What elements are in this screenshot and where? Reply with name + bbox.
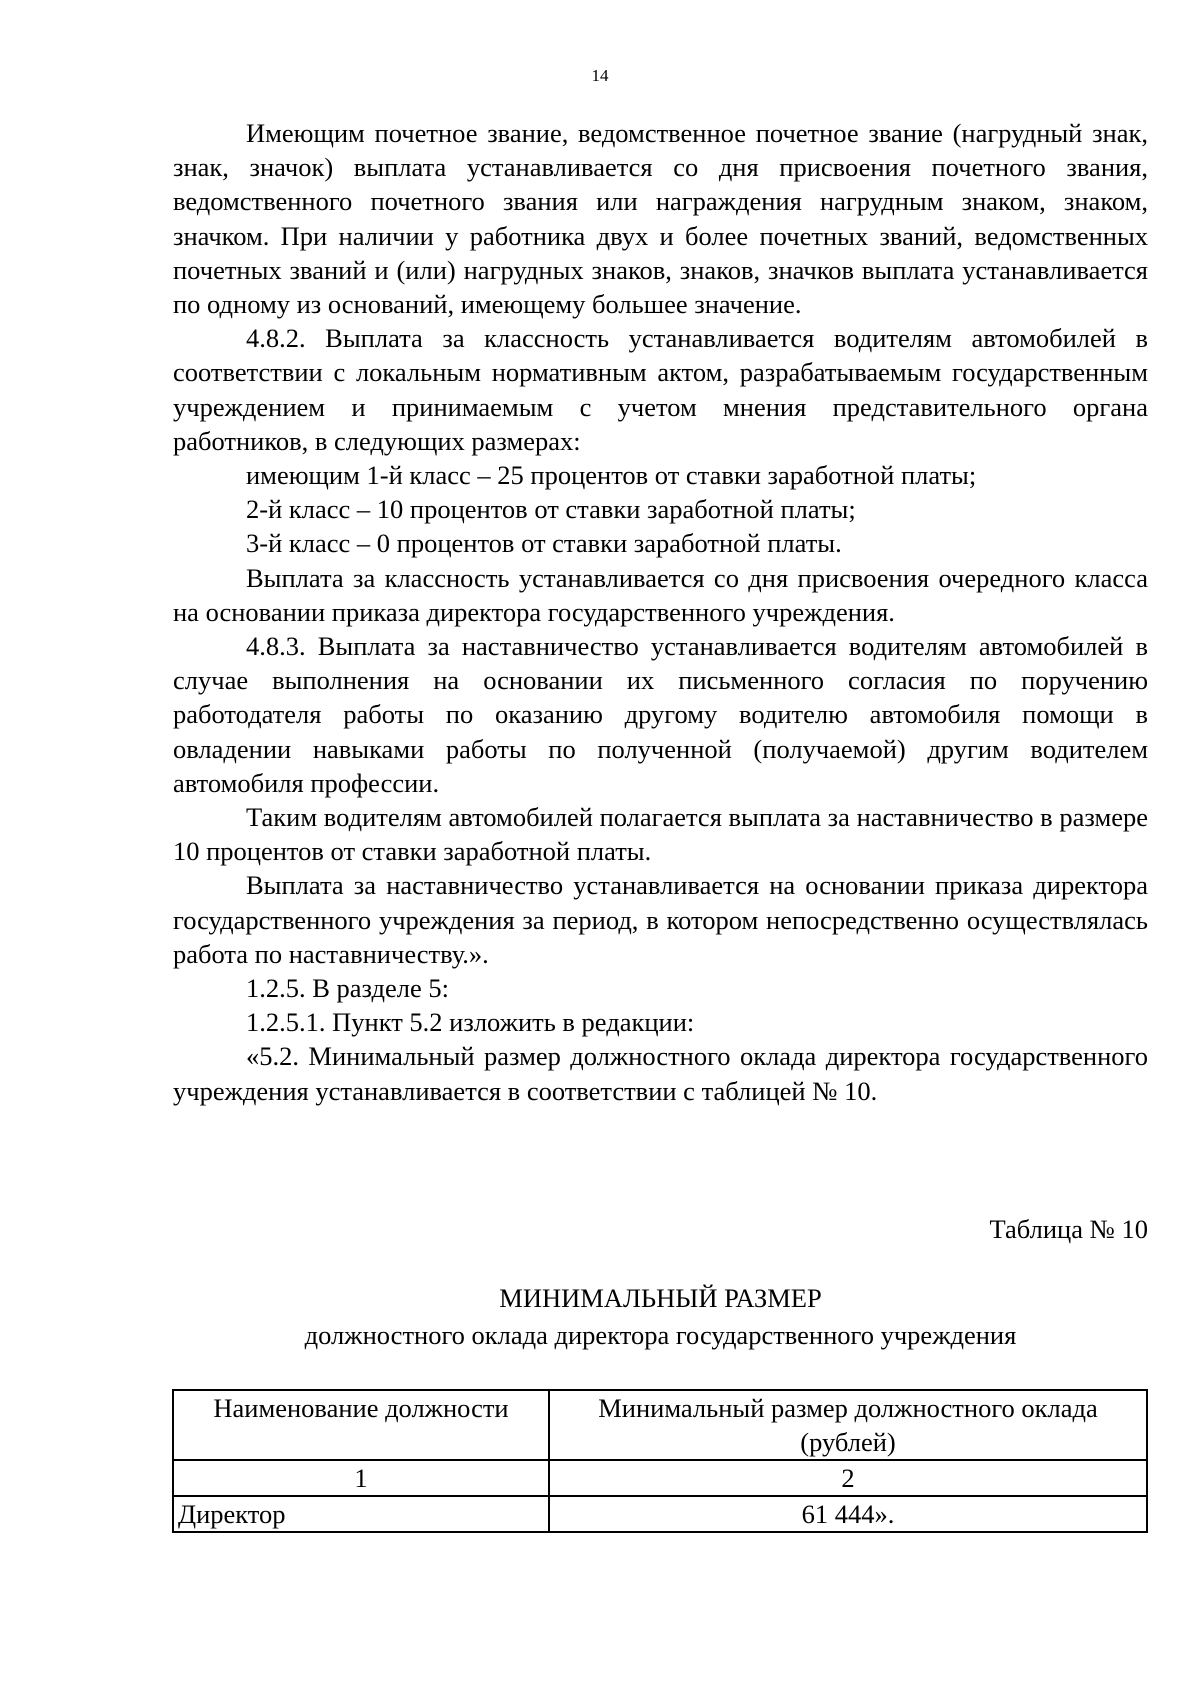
table-header-cell: Минимальный размер должностного оклада (рублей) <box>549 1390 1147 1460</box>
page-number: 14 <box>591 66 609 85</box>
paragraph: 1.2.5. В разделе 5: <box>246 973 450 1004</box>
paragraph: 3-й класс – 0 процентов от ставки заработной платы. <box>246 528 842 559</box>
table-title-line2: должностного оклада директора государственного учреждения <box>304 1320 1017 1350</box>
paragraph: Выплата за классность устанавливается со дня присвоения очередного класса на основании приказа директора государственного учреждения. <box>173 562 1148 627</box>
table-label: Таблица № 10 <box>989 1214 1148 1244</box>
table-title <box>173 1280 1148 1354</box>
document-body <box>173 116 1148 1108</box>
paragraph: 4.8.2. Выплата за классность устанавливается водителям автомобилей в соответствии с локальным нормативным актом, разрабатываемым государственным учреждением и принимаемым с учетом мнения представительного органа работников, в следующих размерах: <box>173 323 1148 456</box>
table-number-cell: 2 <box>549 1460 1147 1496</box>
paragraph: Выплата за наставничество устанавливается на основании приказа директора государственного учреждения за период, в котором непосредственно осуществлялась работа по наставничеству.». <box>173 870 1148 969</box>
table-cell-position: Директор <box>173 1496 549 1532</box>
table-header-row <box>173 1390 1147 1460</box>
paragraph: 1.2.5.1. Пункт 5.2 изложить в редакции: <box>246 1007 695 1038</box>
table-row <box>173 1496 1147 1532</box>
paragraph: 2-й класс – 10 процентов от ставки заработной платы; <box>246 494 856 525</box>
table-number-cell: 1 <box>173 1460 549 1496</box>
salary-table <box>172 1389 1148 1533</box>
table-title-line1: МИНИМАЛЬНЫЙ РАЗМЕР <box>499 1283 822 1313</box>
table-number-row <box>173 1460 1147 1496</box>
paragraph: Имеющим почетное звание, ведомственное почетное звание (нагрудный знак, знак, значок) выплата устанавливается со дня присвоения почетного звания, ведомственного почетного звания или награждения нагрудным знаком, знаком, значком. При наличии у работника двух и более почетных званий, ведомственных почетных званий и (или) нагрудных знаков, знаков, значков выплата устанавливается по одному из оснований, имеющему большее значение. <box>173 118 1148 320</box>
paragraph: 4.8.3. Выплата за наставничество устанавливается водителям автомобилей в случае выполнения на основании их письменного согласия по поручению работодателя работы по оказанию другому водителю автомобиля помощи в овладении навыками работы по полученной (получаемой) другим водителем автомобиля профессии. <box>173 631 1148 798</box>
paragraph: имеющим 1-й класс – 25 процентов от ставки заработной платы; <box>246 460 977 491</box>
paragraph: Таким водителям автомобилей полагается выплата за наставничество в размере 10 процентов от ставки заработной платы. <box>173 802 1148 867</box>
table-header-cell: Наименование должности <box>173 1390 549 1460</box>
table-cell-salary: 61 444». <box>549 1496 1147 1532</box>
paragraph: «5.2. Минимальный размер должностного оклада директора государственного учреждения устанавливается в соответствии с таблицей № 10. <box>173 1041 1148 1106</box>
